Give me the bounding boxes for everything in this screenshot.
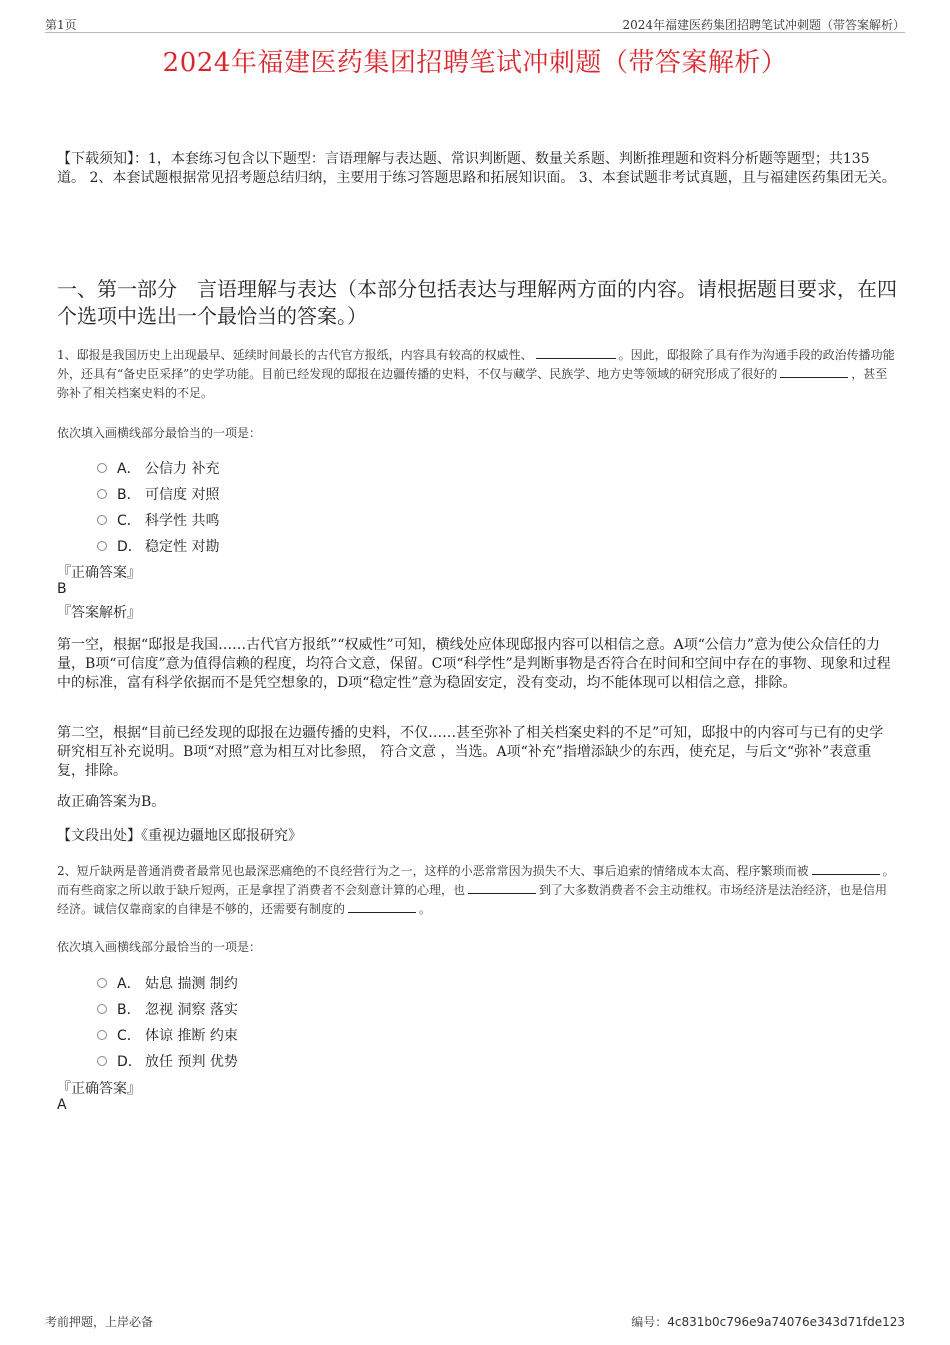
radio-icon[interactable]	[97, 515, 107, 525]
question-1-answer-label: 『正确答案』	[57, 565, 141, 581]
question-1-stem: 1、邸报是我国历史上出现最早、延续时间最长的古代官方报纸，内容具有较高的权威性、 。因此，邸报除了具有作为沟通手段的政治传播功能外，还具有“备史臣采择”的史学功能。目前已经发现的邸报在边疆传播的史料，不仅与藏学、民族学、地方史等领域的研究形成了很好的 ，甚至弥补了相关档案史料的不足。	[57, 348, 895, 400]
page-header	[45, 12, 905, 33]
answer-blank	[780, 365, 848, 378]
question-2-stem: 2、短斤缺两是普通消费者最常见也最深恶痛绝的不良经营行为之一，这样的小恶常常因为损失不大、事后追索的情绪成本太高、程序繁琐而被 。而有些商家之所以敢于缺斤短两，正是拿捏了消费者不会刻意计算的心理，也 到了大多数消费者不会主动维权。市场经济是法治经济，也是信用经济。诚信仅靠商家的自律是不够的，还需要有制度的 。	[57, 864, 895, 916]
question-1-analysis-paragraph-2: 第二空，根据“目前已经发现的邸报在边疆传播的史料，不仅……甚至弥补了相关档案史料的不足”可知，邸报中的内容可与已有的史学研究相互补充说明。B项“对照”意为相互对比参照， 符合文意 ，当选。A项“补充”指增添缺少的东西，使充足，与后文“弥补”表意重复，排除。	[57, 725, 884, 779]
answer-blank	[536, 346, 616, 359]
question-1-prompt: 依次填入画横线部分最恰当的一项是：	[57, 426, 262, 440]
radio-icon[interactable]	[97, 489, 107, 499]
question-1-option-a[interactable]: A． 公信力 补充	[97, 458, 219, 478]
question-2-option-d[interactable]: D． 放任 预判 优势	[97, 1051, 238, 1071]
question-1-source: 【文段出处】《重视边疆地区邸报研究》	[57, 828, 302, 844]
document-title: 2024年福建医药集团招聘笔试冲刺题（带答案解析）	[162, 48, 788, 78]
answer-blank	[468, 881, 536, 894]
page-footer	[45, 1313, 905, 1330]
question-2-option-c[interactable]: C． 体谅 推断 约束	[97, 1025, 238, 1045]
answer-blank	[812, 862, 880, 875]
radio-icon[interactable]	[97, 541, 107, 551]
section-title: 一、第一部分 言语理解与表达（本部分包括表达与理解两方面的内容。请根据题目要求，在四个选项中选出一个最恰当的答案。）	[57, 277, 897, 328]
question-1-option-b[interactable]: B． 可信度 对照	[97, 484, 219, 504]
answer-blank	[348, 900, 416, 913]
question-2-option-b[interactable]: B． 忽视 洞察 落实	[97, 999, 238, 1019]
question-2-answer-label: 『正确答案』	[57, 1081, 141, 1097]
footer-slogan: 考前押题，上岸必备	[45, 1315, 154, 1329]
radio-icon[interactable]	[97, 978, 107, 988]
radio-icon[interactable]	[97, 1030, 107, 1040]
question-2-option-a[interactable]: A． 姑息 揣测 制约	[97, 973, 238, 993]
header-doc-title: 2024年福建医药集团招聘笔试冲刺题（带答案解析）	[622, 18, 905, 32]
radio-icon[interactable]	[97, 1056, 107, 1066]
radio-icon[interactable]	[97, 1004, 107, 1014]
download-notice: 【下载须知】：1，本套练习包含以下题型：言语理解与表达题、常识判断题、数量关系题、判断推理题和资料分析题等题型；共135道。 2、本套试题根据常见招考题总结归纳，主要用于练习答题思路和拓展知识面。 3、本套试题非考试真题，且与福建医药集团无关。	[57, 151, 896, 186]
question-1-analysis-paragraph-1: 第一空，根据“邸报是我国……古代官方报纸”“权威性”可知，横线处应体现邸报内容可以相信之意。A项“公信力”意为使公众信任的力量，B项“可信度”意为值得信赖的程度，均符合文意，保留。C项“科学性”是判断事物是否符合在时间和空间中存在的事物、现象和过程中的标准，富有科学依据而不是凭空想象的，D项“稳定性”意为稳固安定，没有变动，均不能体现可以相信之意，排除。	[57, 637, 891, 691]
question-1-option-c[interactable]: C． 科学性 共鸣	[97, 510, 219, 530]
question-1-answer: B	[57, 581, 67, 597]
question-1-conclusion: 故正确答案为B。	[57, 794, 166, 810]
question-1-analysis-label: 『答案解析』	[57, 605, 141, 621]
page-number: 第1页	[45, 18, 77, 32]
radio-icon[interactable]	[97, 463, 107, 473]
question-1-option-d[interactable]: D． 稳定性 对勘	[97, 536, 219, 556]
question-2-prompt: 依次填入画横线部分最恰当的一项是：	[57, 940, 262, 954]
footer-code: 编号：4c831b0c796e9a74076e343d71fde123	[631, 1315, 905, 1329]
question-2-answer: A	[57, 1097, 67, 1113]
